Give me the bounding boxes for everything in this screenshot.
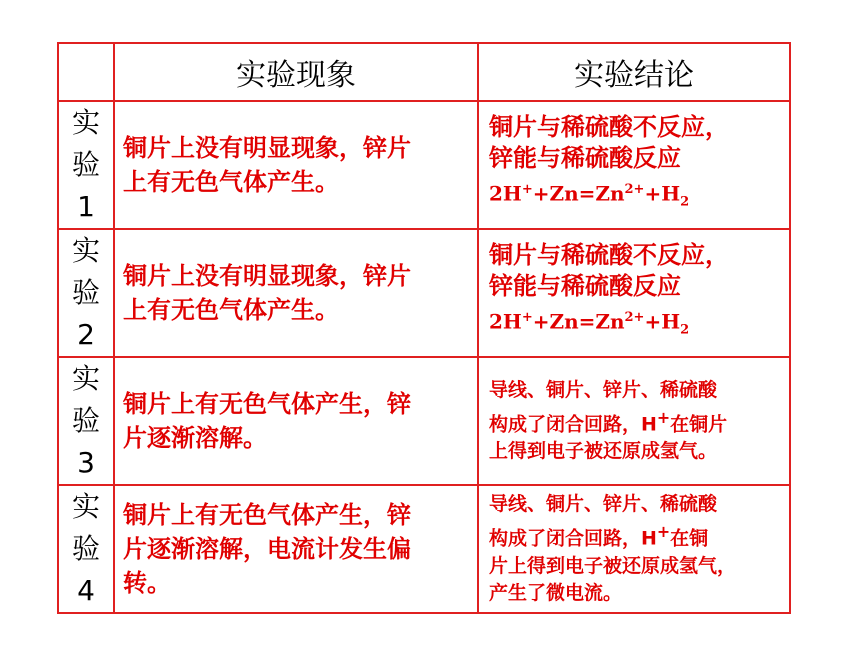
experiment-table — [57, 42, 791, 614]
row-label-2 — [58, 229, 114, 357]
row-label-char: 验 — [71, 532, 100, 565]
row-label-char: 验 — [71, 404, 100, 437]
row-label-char: 实 — [71, 106, 100, 139]
header-phenomenon: 实验现象 — [114, 43, 478, 101]
phenomenon-text: 片逐渐溶解，电流计发生偏 — [123, 535, 411, 563]
phenomenon-text: 转。 — [123, 569, 171, 597]
phenomenon-text: 铜片上有无色气体产生，锌 — [123, 390, 411, 418]
conclusion-text: 锌能与稀硫酸反应 — [489, 144, 681, 173]
phenomenon-text: 铜片上没有明显现象，锌片 — [123, 134, 411, 162]
conclusion-text: 导线、铜片、锌片、稀硫酸 — [489, 378, 718, 401]
conclusion-cell-2 — [478, 229, 790, 357]
conclusion-text: 铜片与稀硫酸不反应， — [489, 241, 729, 270]
conclusion-text: 片上得到电子被还原成氢气， — [489, 554, 737, 577]
phenomenon-text: 片逐渐溶解。 — [123, 424, 267, 452]
row-label-char: 实 — [71, 362, 100, 395]
phenomenon-text: 上有无色气体产生。 — [123, 168, 339, 196]
phenomenon-text: 铜片上没有明显现象，锌片 — [123, 262, 411, 290]
conclusion-cell-4 — [478, 485, 790, 613]
header-conclusion: 实验结论 — [478, 43, 790, 101]
header-empty-cell — [58, 43, 114, 101]
conclusion-cell-1 — [478, 101, 790, 229]
row-label-number: 3 — [77, 446, 95, 479]
conclusion-text: 产生了微电流。 — [489, 581, 623, 604]
row-label-4 — [58, 485, 114, 613]
row-label-number: 1 — [77, 190, 95, 223]
header-row — [58, 43, 790, 101]
phenomenon-cell-3 — [114, 357, 478, 485]
row-label-number: 4 — [77, 574, 95, 607]
row-label-number: 2 — [77, 318, 95, 351]
table-row — [58, 357, 790, 485]
table-row — [58, 485, 790, 613]
row-label-char: 实 — [71, 234, 100, 267]
conclusion-cell-3 — [478, 357, 790, 485]
row-label-1 — [58, 101, 114, 229]
phenomenon-cell-1 — [114, 101, 478, 229]
phenomenon-text: 上有无色气体产生。 — [123, 296, 339, 324]
conclusion-text: 铜片与稀硫酸不反应， — [489, 113, 729, 142]
phenomenon-text: 铜片上有无色气体产生，锌 — [123, 501, 411, 529]
conclusion-text: 构成了闭合回路，H+在铜 — [489, 522, 709, 550]
conclusion-text: 导线、铜片、锌片、稀硫酸 — [489, 493, 718, 516]
row-label-char: 实 — [71, 490, 100, 523]
conclusion-text: 构成了闭合回路，H+在铜片 — [489, 407, 728, 436]
row-label-char: 验 — [71, 276, 100, 309]
table-row — [58, 229, 790, 357]
row-label-char: 验 — [71, 148, 100, 181]
phenomenon-cell-4 — [114, 485, 478, 613]
reaction-equation: $2H^++Zn=Zn^{2+}+H_2$ — [489, 309, 690, 338]
phenomenon-cell-2 — [114, 229, 478, 357]
reaction-equation: $2H^++Zn=Zn^{2+}+H_2$ — [489, 181, 690, 210]
conclusion-text: 上得到电子被还原成氢气。 — [489, 440, 718, 463]
conclusion-text: 锌能与稀硫酸反应 — [489, 272, 681, 301]
row-label-3 — [58, 357, 114, 485]
table-row — [58, 101, 790, 229]
